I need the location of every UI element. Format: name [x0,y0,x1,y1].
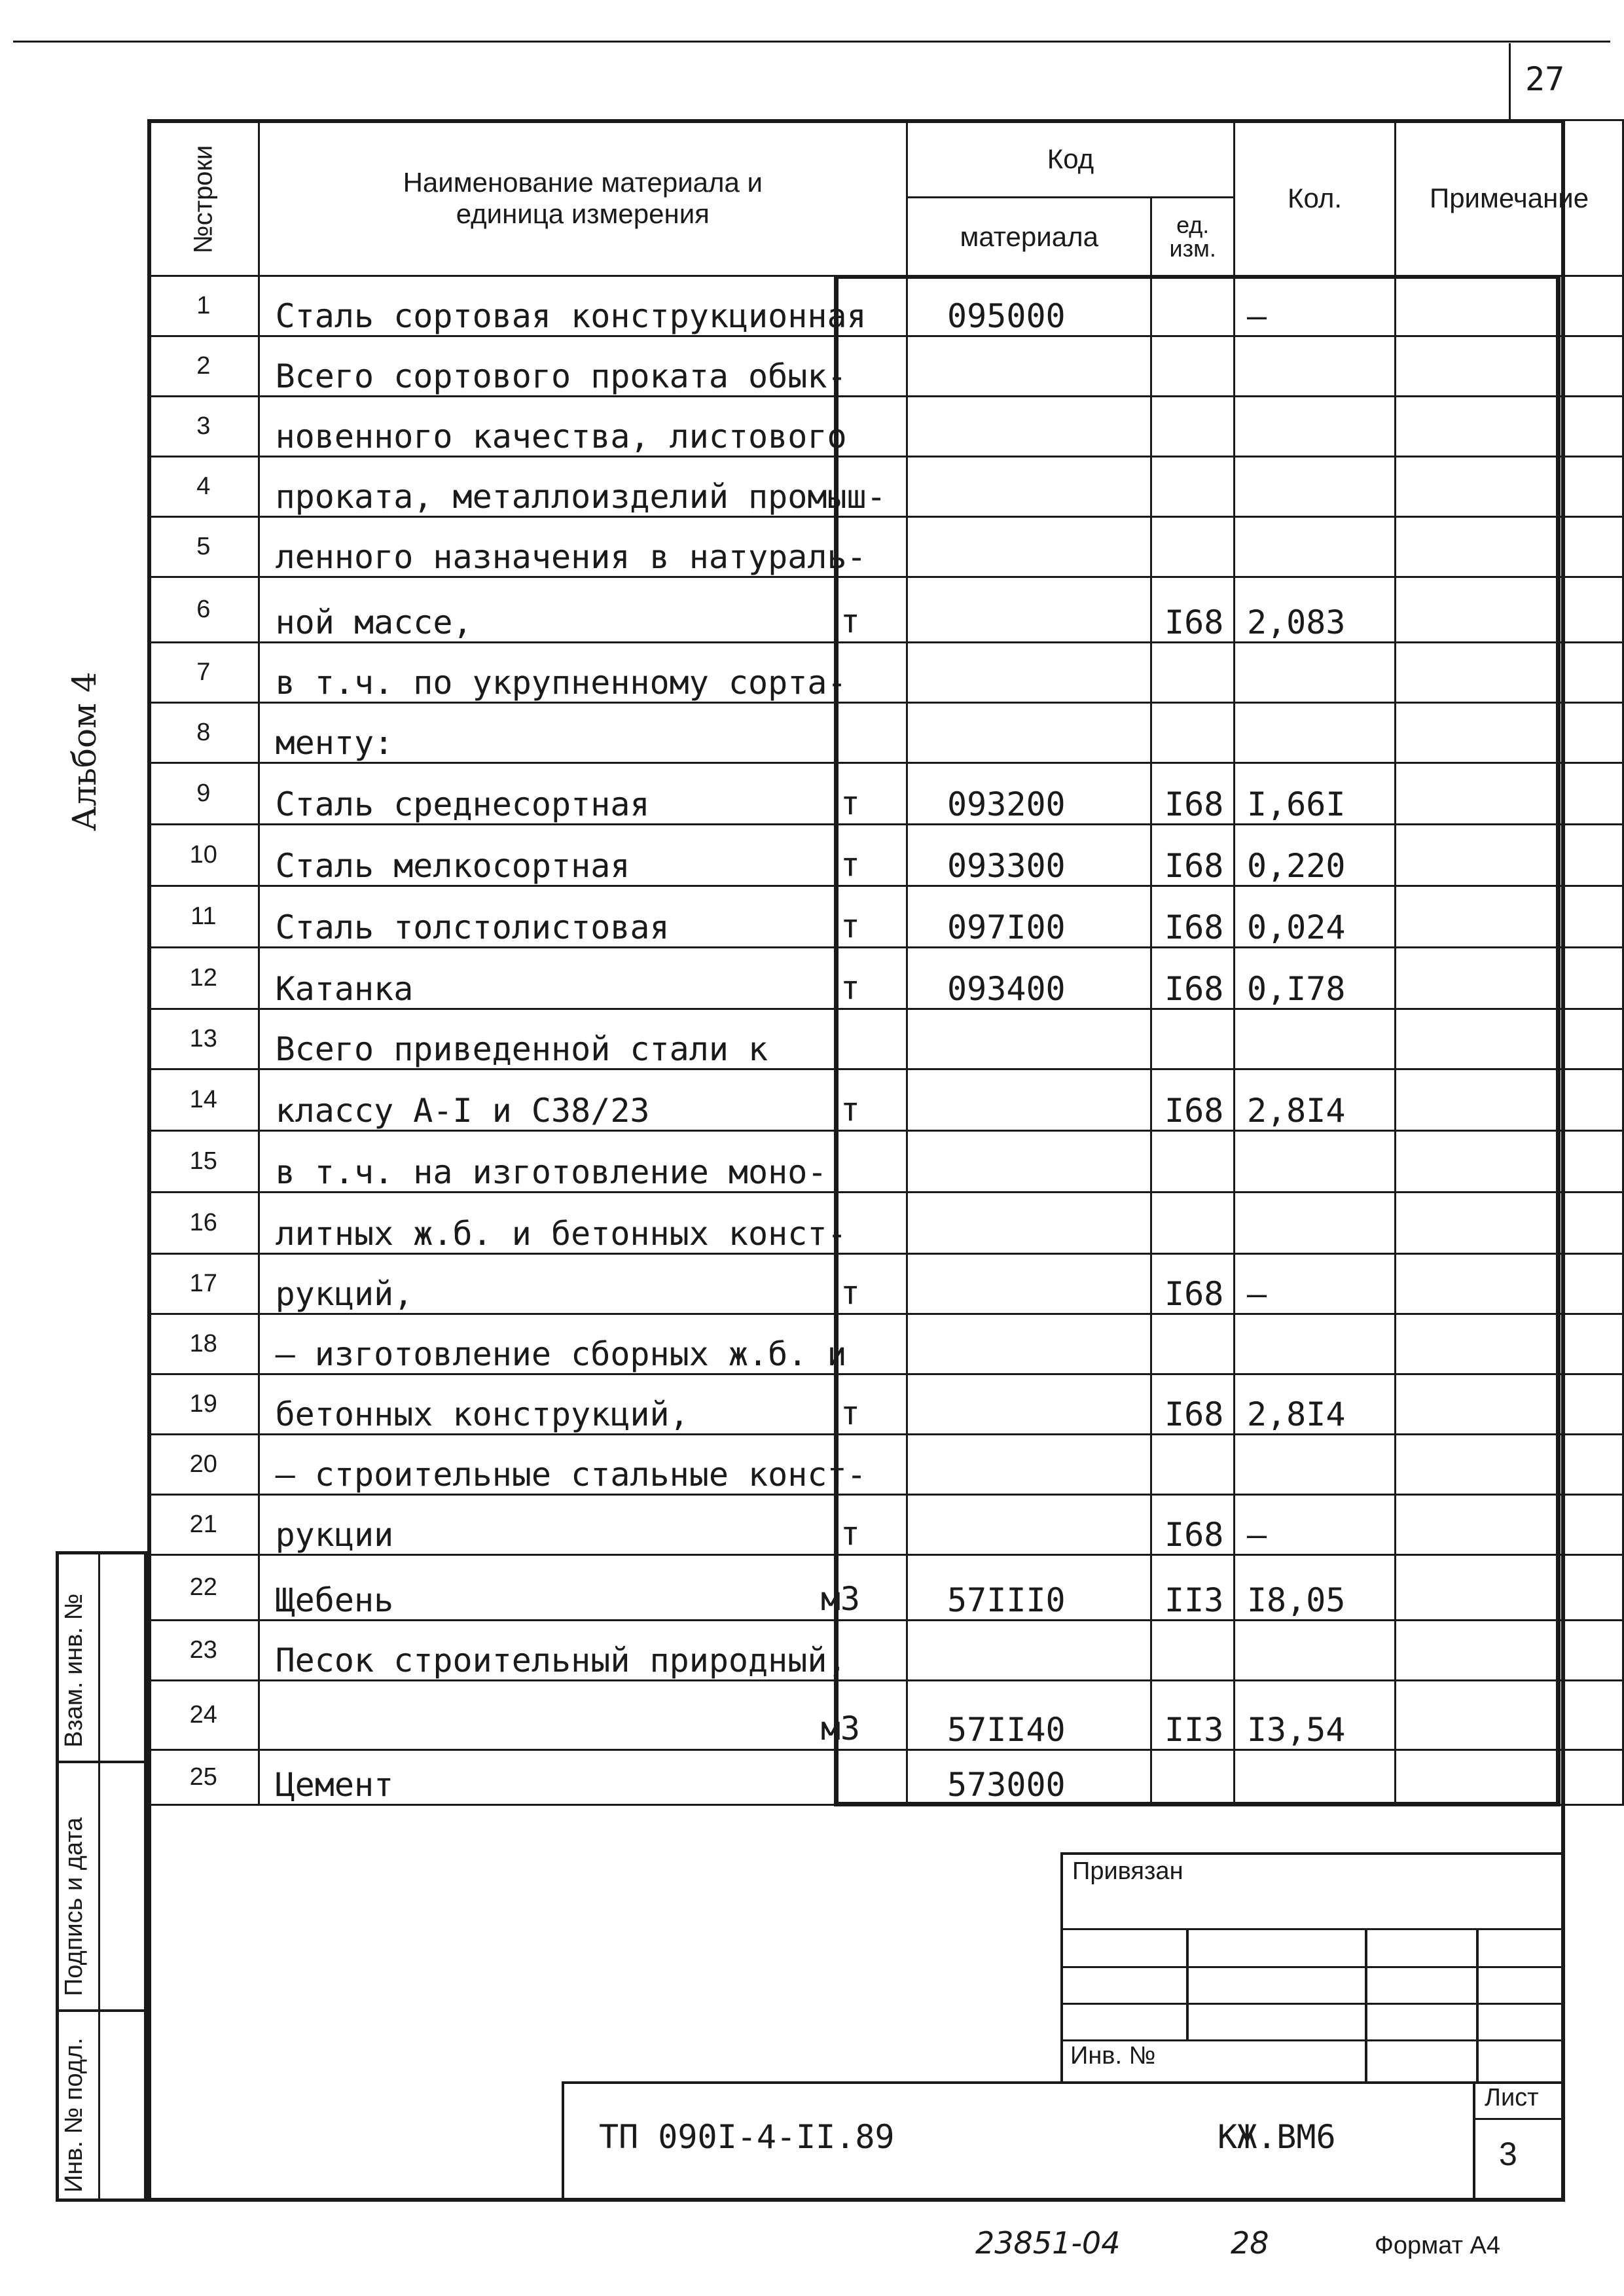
title-block-sheet-line [1473,2118,1565,2120]
row-quantity: I,66I [1234,763,1395,825]
title-block-divider [1473,2081,1475,2202]
row-unit-code: I68 [1151,1069,1235,1131]
stamp-line-1 [1060,1928,1565,1930]
row-unit-code: I68 [1151,825,1235,886]
row-unit-code: I68 [1151,948,1235,1009]
row-number: 19 [149,1374,259,1435]
stamp-line-4 [1060,2039,1565,2041]
row-name-text: литных ж.б. и бетонных конст- [275,1215,847,1253]
side-strip-sep-1 [56,1761,147,1763]
row-unit: т [840,846,861,884]
row-name-text: Катанка [275,970,414,1008]
row-number: 21 [149,1495,259,1555]
row-unit-code: I68 [1151,763,1235,825]
album-label: Альбом 4 [65,672,103,831]
side-strip-sep-2 [56,2009,147,2012]
row-quantity: I8,05 [1234,1555,1395,1621]
stamp-inv: Инв. № [1070,2042,1156,2070]
row-number: 20 [149,1435,259,1495]
row-name-text: Сталь сортовая конструкционная [275,297,867,335]
row-name-text: новенного качества, листового [275,418,847,456]
row-unit: т [840,602,861,640]
row-number: 11 [149,886,259,948]
archive-page: 28 [1231,2225,1269,2261]
row-unit: т [840,907,861,945]
row-number: 7 [149,643,259,703]
stamp-line-2 [1060,1966,1565,1968]
header-row-no: №строки [149,120,259,276]
row-name-text: – изготовление сборных ж.б. и [275,1335,847,1373]
row-name-text: Песок строительный природный, [275,1641,847,1679]
row-quantity: 0,220 [1234,825,1395,886]
row-unit-code: I68 [1151,1254,1235,1314]
header-code: Код [907,120,1235,198]
row-material-code: 097I00 [907,886,1151,948]
page-number-divider [1509,43,1511,119]
archive-number: 23851-04 [975,2225,1121,2261]
row-number: 24 [149,1681,259,1750]
side-label-podpis: Подпись и дата [60,1817,88,1996]
row-material-code: 093300 [907,825,1151,886]
row-number: 12 [149,948,259,1009]
row-name-text: рукции [275,1516,394,1554]
row-quantity: 2,083 [1234,577,1395,643]
row-name-text: Щебень [275,1581,394,1619]
row-name-text: Сталь среднесортная [275,785,650,823]
row-number: 10 [149,825,259,886]
row-unit-code: I68 [1151,1495,1235,1555]
row-name-text: Сталь толстолистовая [275,908,670,946]
row-material-code: 095000 [907,276,1151,336]
sheet-label: Лист [1485,2084,1539,2111]
row-unit: т [840,969,861,1007]
sheet-code: КЖ.ВМ6 [1218,2118,1336,2156]
header-qty: Кол. [1234,120,1395,276]
row-name-text: Цемент [275,1766,394,1804]
row-quantity: – [1234,276,1395,336]
row-name-text: классу А-I и С38/23 [275,1092,650,1130]
row-material-code: 57III0 [907,1555,1151,1621]
row-unit: т [840,1274,861,1312]
stamp-line-3 [1060,2003,1565,2005]
row-quantity: I3,54 [1234,1681,1395,1750]
row-number: 6 [149,577,259,643]
row-unit-code: II3 [1151,1681,1235,1750]
row-number: 8 [149,703,259,763]
row-name-text: бетонных конструкций, [275,1395,689,1433]
row-quantity: 0,I78 [1234,948,1395,1009]
row-name-text: ной массе, [275,603,473,641]
row-unit: м3 [820,1710,861,1748]
header-name: Наименование материала и единица измерения [259,120,907,276]
row-material-code: 093400 [907,948,1151,1009]
row-name-text: в т.ч. на изготовление моно- [275,1153,827,1191]
row-name-text: в т.ч. по укрупненному сорта- [275,664,847,702]
row-material-code: 093200 [907,763,1151,825]
row-number: 17 [149,1254,259,1314]
row-quantity: 2,8I4 [1234,1069,1395,1131]
row-quantity: 2,8I4 [1234,1374,1395,1435]
row-unit: т [840,784,861,822]
row-number: 18 [149,1314,259,1374]
row-number: 16 [149,1193,259,1254]
row-material-code: 57II40 [907,1681,1151,1750]
row-unit-code: I68 [1151,886,1235,948]
row-name-text: менту: [275,724,394,762]
row-number: 15 [149,1131,259,1193]
stamp-vline-3 [1476,1928,1479,2084]
row-unit: м3 [820,1580,861,1618]
page-number: 27 [1525,60,1565,98]
row-quantity: – [1234,1254,1395,1314]
row-number: 1 [149,276,259,336]
header-code-unit: ед. изм. [1151,198,1235,276]
row-name-text: Всего сортового проката обык- [275,357,847,395]
row-number: 22 [149,1555,259,1621]
side-label-inv-podl: Инв. № подл. [60,2037,88,2193]
row-number: 23 [149,1621,259,1681]
side-label-vzam: Взам. инв. № [60,1593,88,1748]
row-name-text: рукций, [275,1275,414,1313]
row-material-code: 573000 [907,1750,1151,1805]
row-number: 25 [149,1750,259,1805]
sheet-number: 3 [1499,2136,1517,2172]
row-number: 9 [149,763,259,825]
row-name-text: проката, металлоизделий промыш- [275,478,886,516]
row-number: 13 [149,1009,259,1069]
row-name-text: – строительные стальные конст- [275,1456,867,1494]
header-code-material: материала [907,198,1151,276]
row-number: 14 [149,1069,259,1131]
row-unit: т [840,1394,861,1432]
row-quantity: 0,024 [1234,886,1395,948]
stamp-vline-2 [1365,1928,1367,2084]
stamp-title: Привязан [1072,1857,1183,1885]
row-unit: т [840,1090,861,1128]
row-number: 5 [149,517,259,577]
top-rule [13,41,1610,43]
header-note: Примечание [1396,120,1623,276]
row-unit-code: I68 [1151,1374,1235,1435]
row-unit: т [840,1515,861,1552]
format-label: Формат А4 [1375,2232,1501,2259]
row-unit-code: I68 [1151,577,1235,643]
stamp-vline-1 [1186,1928,1189,2041]
row-quantity: – [1234,1495,1395,1555]
row-number: 2 [149,336,259,397]
row-name-text: Всего приведенной стали к [275,1030,768,1068]
doc-code: ТП 090I-4-II.89 [599,2118,895,2156]
row-name-text: ленного назначения в натураль- [275,538,867,576]
row-number: 4 [149,457,259,517]
row-name-text: Сталь мелкосортная [275,847,630,885]
row-number: 3 [149,397,259,457]
side-strip-divider [98,1551,100,2202]
row-unit-code: II3 [1151,1555,1235,1621]
